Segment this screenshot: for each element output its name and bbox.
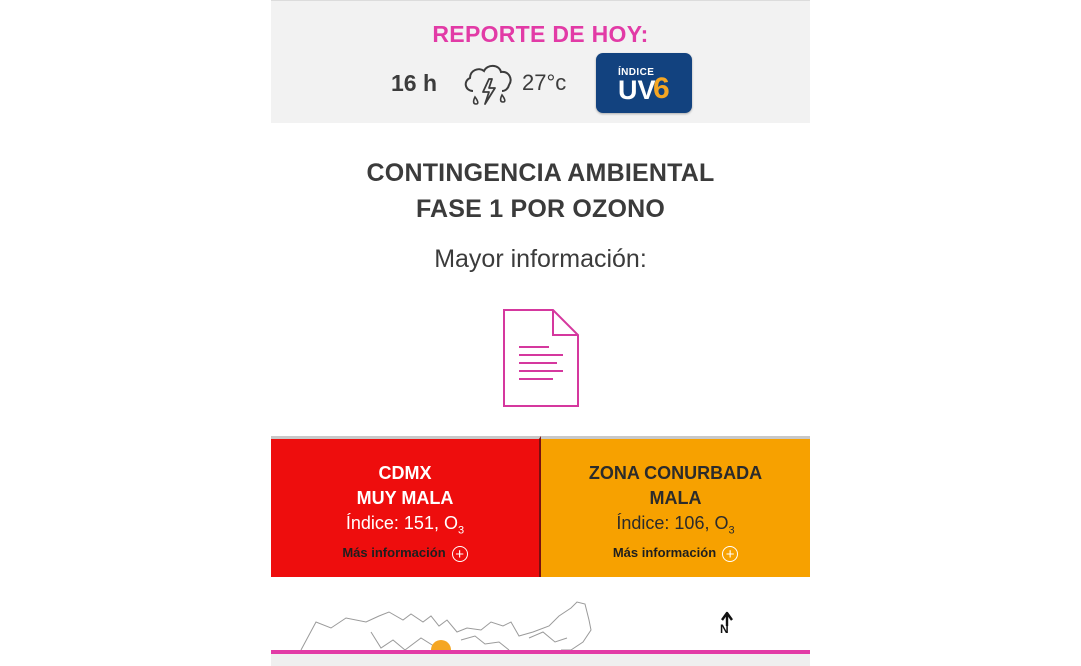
quality-index bbox=[541, 513, 810, 537]
air-quality-panel bbox=[271, 436, 810, 577]
more-info-text[interactable]: Más información bbox=[612, 545, 717, 560]
index-text: Índice: 151, O bbox=[345, 513, 458, 533]
quality-title-zona bbox=[541, 461, 810, 511]
contingency-line-1: CONTINGENCIA AMBIENTAL bbox=[366, 159, 715, 187]
contingency-heading bbox=[271, 155, 810, 227]
bottom-bar bbox=[271, 654, 810, 666]
zone-name: ZONA CONURBADA bbox=[588, 463, 763, 483]
more-info-link-zona[interactable] bbox=[541, 545, 810, 562]
quality-index bbox=[271, 513, 539, 537]
more-info-link-cdmx[interactable] bbox=[271, 545, 539, 562]
uv-index-badge[interactable] bbox=[596, 53, 692, 113]
temperature: 27°c bbox=[522, 70, 567, 95]
more-info-text[interactable]: Más información bbox=[342, 545, 446, 560]
document-icon[interactable] bbox=[501, 307, 581, 409]
uv-value: 6 bbox=[653, 72, 670, 105]
pollutant-subscript: 3 bbox=[457, 524, 465, 537]
report-title: REPORTE DE HOY: bbox=[432, 21, 649, 47]
contingency-line-2: FASE 1 POR OZONO bbox=[415, 195, 666, 223]
uv-index-word: ÍNDICE bbox=[618, 67, 655, 78]
plus-circle-icon[interactable]: + bbox=[722, 546, 738, 562]
quality-box-cdmx bbox=[271, 436, 541, 577]
more-info-label: Mayor información: bbox=[434, 245, 647, 273]
report-hour: 16 h bbox=[391, 70, 438, 96]
app-panel bbox=[271, 0, 810, 666]
north-label: N bbox=[720, 622, 729, 636]
pollutant-subscript: 3 bbox=[728, 524, 735, 537]
zone-name: CDMX bbox=[378, 463, 432, 483]
daily-report bbox=[271, 0, 810, 123]
plus-circle-icon[interactable]: + bbox=[452, 546, 468, 562]
index-text: Índice: 106, O bbox=[616, 513, 729, 533]
quality-title-cdmx bbox=[271, 461, 539, 511]
quality-level: MUY MALA bbox=[356, 488, 454, 508]
quality-box-zona-conurbada bbox=[541, 436, 810, 577]
quality-level: MALA bbox=[649, 488, 702, 508]
storm-cloud-icon bbox=[459, 57, 519, 113]
uv-letters: UV bbox=[618, 75, 656, 105]
